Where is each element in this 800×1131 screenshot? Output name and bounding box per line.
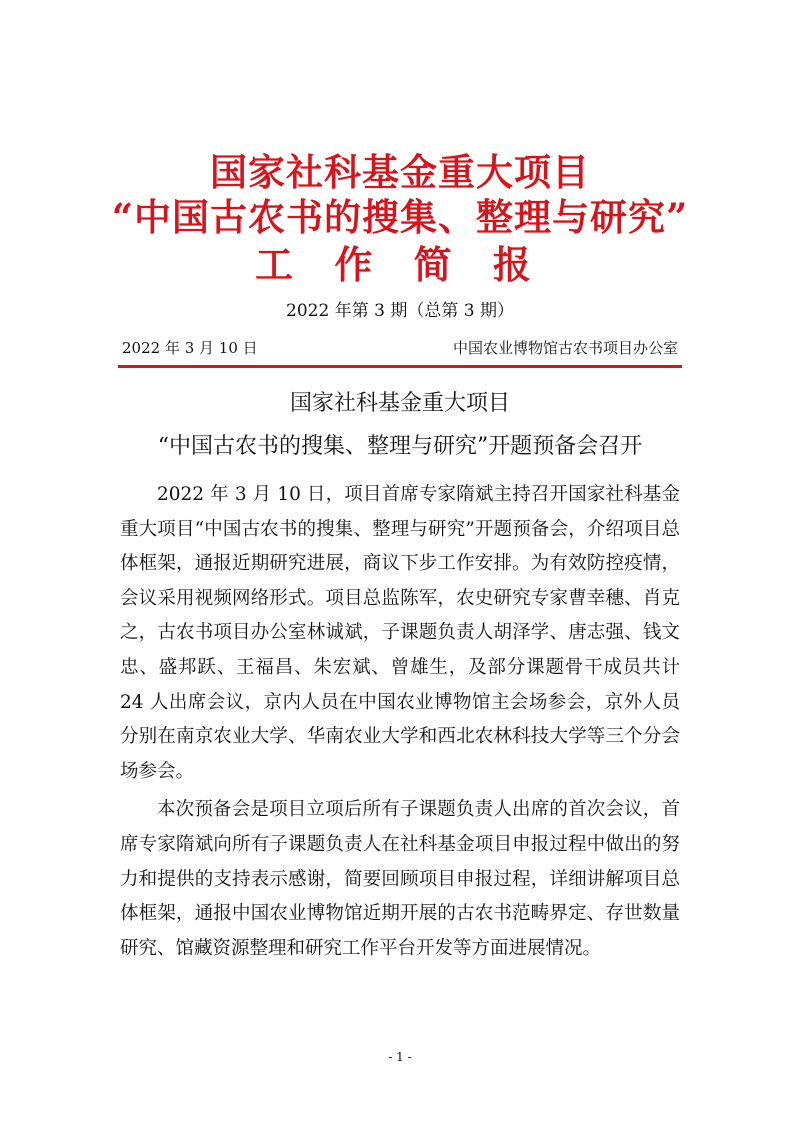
article-title-line-1: 国家社科基金重大项目 xyxy=(289,391,510,416)
body-paragraph-2: 本次预备会是项目立项后所有子课题负责人出席的首次会议，首席专家隋斌向所有子课题负责人在社科基金项目申报过程中做出的努力和提供的支持表示感谢，简要回顾项目申报过程，详细讲解项目总体框架，通报中国农业博物馆近期开展的古农书范畴界定、存世数量研究、馆藏资源整理和研究工作平台开发等方面进展情况。 xyxy=(120,799,680,959)
masthead-line-1: 国家社科基金重大项目 xyxy=(210,150,590,194)
page-number: - 1 - xyxy=(388,1050,412,1064)
article-title-line-2: “中国古农书的搜集、整理与研究”开题预备会召开 xyxy=(157,434,643,459)
masthead-line-2: “中国古农书的搜集、整理与研究” xyxy=(111,195,689,239)
red-divider xyxy=(118,365,682,368)
body-paragraph-1: 2022 年 3 月 10 日，项目首席专家隋斌主持召开国家社科基金重大项目“中国古农书的搜集、整理与研究”开题预备会，介绍项目总体框架，通报近期研究进展，商议下步工作安排。为有效防控疫情，会议采用视频网络形式。项目总监陈军，农史研究专家曹幸穗、肖克之，古农书项目办公室林诚斌，子课题负责人胡泽学、唐志强、钱文忠、盛邦跃、王福昌、朱宏斌、曾雄生，及部分课题骨干成员共计 24 人出席会议，京内人员在中国农业博物馆主会场参会，京外人员分别在南京农业大学、华南农业大学和西北农林科技大学等三个分会场参会。 xyxy=(120,484,680,782)
issuing-office: 中国农业博物馆古农书项目办公室 xyxy=(452,339,678,357)
issue-number: 2022 年第 3 期（总第 3 期） xyxy=(286,301,514,321)
masthead-line-3: 工 作 简 报 xyxy=(255,242,545,287)
publish-date: 2022 年 3 月 10 日 xyxy=(122,339,258,357)
article-body xyxy=(120,478,680,970)
